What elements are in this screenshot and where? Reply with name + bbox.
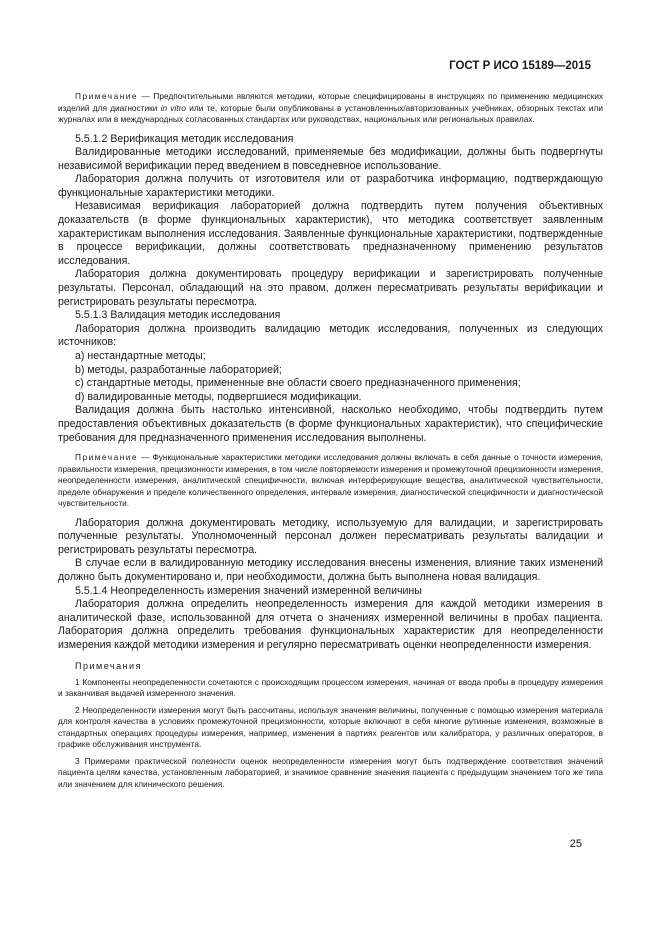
note-text: — Функциональные характеристики методики исследования должны включать в себя данные о точности измерения, правильности измерения, прецизионности измерения, в том числе повторяемости измерения и промежуточной прецизионности измерения, неопределенности измерения, аналитической специфичности, включая интерферирующие вещества, аналитической чувствительности, пределе обнаружения и пределе количественного определения, интервале измерения, диагностической специфичности и диагностической чувствительности. (58, 452, 603, 509)
note-item: 1 Компоненты неопределенности сочетаются с происходящим процессом измерения, начиная от ввода пробы в процедуру измерения и заканчивая выдачей измеренного значения. (58, 676, 603, 699)
paragraph: Лаборатория должна документировать процедуру верификации и зарегистрировать полученные результаты. Персонал, обладающий на это правом, должен пересматривать результаты верификации и регистрировать результаты пересмотра. (58, 268, 603, 308)
note-label: Примечание (75, 452, 139, 463)
page-number: 25 (569, 838, 582, 850)
paragraph: Независимая верификация лабораторией должна подтвердить путем получения объективных доказательств (в форме функциональных характеристик), что методика соответствует заявленным характеристикам выполнения исследования. Заявленные функциональные характеристики, подтвержденные в процессе верификации, должны соответствовать предназначенному применению результатов исследования. (58, 200, 603, 267)
note-item: 3 Примерами практической полезности оценок неопределенности измерения могут быть подтверждение соответствия значений пациента целям качества, установленным лабораторией, и значимое сравнение значения пациента с предыдущим значением того же типа или значением для клинического решения. (58, 755, 603, 789)
paragraph: Лаборатория должна производить валидацию методик исследования, полученных из следующих источников: (58, 322, 603, 349)
section-heading-5-5-1-2: 5.5.1.2 Верификация методик исследования (75, 132, 294, 145)
list-item: a) нестандартные методы; (75, 350, 206, 362)
paragraph: В случае если в валидированную методику исследования внесены изменения, влияние таких изменений должно быть документировано и, при необходимости, должна быть выполнена новая валидация. (58, 557, 603, 584)
paragraph: Валидация должна быть настолько интенсивной, насколько необходимо, чтобы подтвердить путем предоставления объективных доказательств (в форме функциональных характеристик), что специфические требования для предназначенного применения исследования выполнены. (58, 404, 603, 444)
note-text-part1: — Предпочтительными являются методики, которые специфицированы в инструкциях по применению медицинских изделий для диагностики (58, 91, 603, 113)
section-heading-5-5-1-4: 5.5.1.4 Неопределенность измерения значений измеренной величины (75, 584, 422, 597)
paragraph: Лаборатория должна документировать методику, используемую для валидации, и зарегистрировать полученные результаты. Уполномоченный персонал должен пересматривать результаты валидации и регистрировать результаты пересмотра. (58, 516, 603, 556)
note-text-part2: или те, которые были опубликованы в установленных/авторизованных учебниках, обзорных текстах или журналах или в международных согласованных стандартах или руководствах, национальных или региональных правилах. (58, 102, 603, 124)
note-top (58, 91, 603, 126)
list-item: c) стандартные методы, примененные вне области своего предназначенного применения; (75, 377, 521, 390)
section-heading-5-5-1-3: 5.5.1.3 Валидация методик исследования (75, 309, 281, 322)
paragraph: Лаборатория должна получить от изготовителя или от разработчика информацию, подтверждающую функциональные характеристики методики. (58, 173, 603, 199)
note-label: Примечание (75, 91, 139, 101)
paragraph: Лаборатория должна определить неопределенность измерения для каждой методики измерения в аналитической фазе, использованной для отчета о значениях измеренной величины в пробах пациента. Лаборатория должна определить требования функциональных характеристик для неопределенности измерения каждой методики измерения и регулярно пересматривать оценки неопределенности измерения. (58, 598, 603, 651)
note-item: 2 Неопределенности измерения могут быть рассчитаны, используя значения величины, полученные с помощью измерения материала для контроля качества в условиях промежуточной прецизионности, которые включают в себя многие рутинные изменения, возможные в стандартных операциях процедуры измерения, например, изменения в партиях реагентов или калибратора, у различных операторов, в графике обслуживания инструмента. (58, 704, 603, 750)
note-italic-term: in vitro (160, 102, 186, 113)
list-item: d) валидированные методы, подвергшиеся модификации. (75, 390, 362, 403)
note-functional-characteristics (58, 452, 603, 510)
paragraph: Валидированные методики исследований, применяемые без модификации, должны быть подвергнуты независимой верификации перед введением в повседневное использование. (58, 146, 603, 172)
document-header: ГОСТ Р ИСО 15189—2015 (449, 60, 591, 72)
list-item: b) методы, разработанные лабораторией; (75, 363, 282, 376)
page-content (58, 91, 603, 790)
notes-title: Примечания (75, 660, 142, 671)
